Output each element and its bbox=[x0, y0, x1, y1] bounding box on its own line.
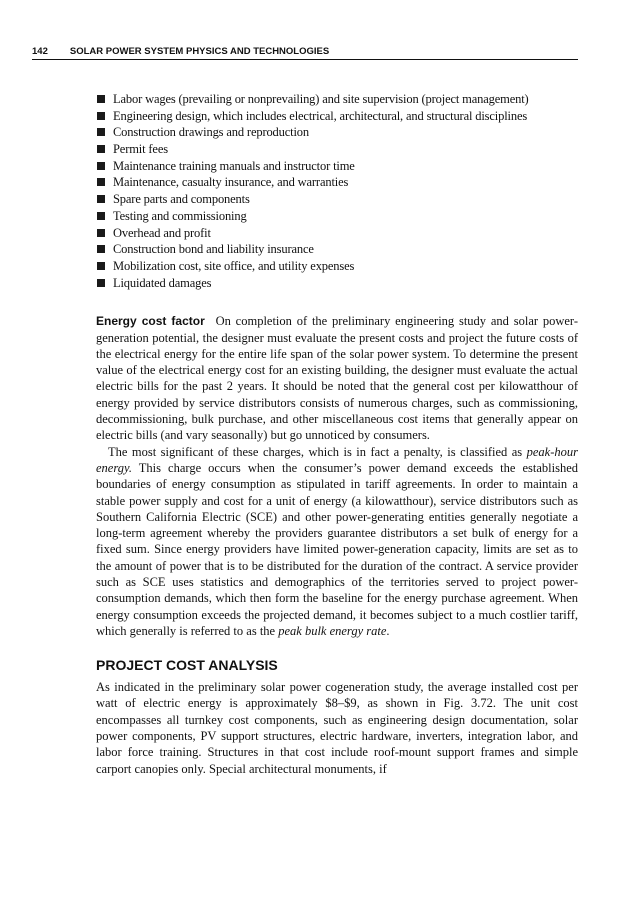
bullet-icon bbox=[97, 95, 105, 103]
bullet-icon bbox=[97, 195, 105, 203]
page-number: 142 bbox=[32, 46, 48, 57]
peak-bulk-energy-rate-term: peak bulk energy rate bbox=[278, 623, 387, 638]
list-item: Maintenance training manuals and instructor time bbox=[96, 158, 578, 175]
running-title: SOLAR POWER SYSTEM PHYSICS AND TECHNOLOGIES bbox=[69, 46, 330, 57]
list-item: Construction bond and liability insurance bbox=[96, 241, 578, 258]
bullet-icon bbox=[97, 212, 105, 220]
bullet-icon bbox=[97, 145, 105, 153]
energy-cost-paragraph-2: The most significant of these charges, which is in fact a penalty, is classified as peak-hour energy. This charge occurs when the consumer’s power demand exceeds the established boundaries of energy consumption as stipulated in tariff agreements. In order to maintain a stable power supply and cost for a unit of energy (a kilowatthour), service distributors such as Southern California Electric (SCE) and other power-generating entities generally negotiate a long-term agreement whereby the providers guarantee distributors a set bulk of energy for a fixed sum. Since energy providers have limited power-generation capacity, limits are set as to the amount of power that is to be distributed for the duration of the contract. A service provider such as SCE uses statistics and demographics of the territories served to project power-consumption demands, which then form the baseline for the energy purchase agreement. When energy consumption exceeds the projected demand, it becomes subject to a much costlier tariff, which generally is referred to as the peak bulk energy rate. bbox=[96, 444, 578, 638]
peak-hour-energy-term: peak-hour energy. bbox=[96, 444, 578, 475]
bullet-icon bbox=[97, 262, 105, 270]
running-header bbox=[32, 46, 578, 60]
list-item: Engineering design, which includes electrical, architectural, and structural disciplines bbox=[96, 108, 578, 125]
list-item: Permit fees bbox=[96, 141, 578, 158]
energy-cost-paragraph-1: Energy cost factor On completion of the preliminary engineering study and solar power-generation potential, the designer must evaluate the present costs and project the future costs of the electrical energy for the entire life span of the solar power system. To determine the present value of the electrical energy cost for an existing building, the designer must evaluate the actual electric bills for the past 2 years. It should be noted that the general cost per kilowatthour of energy provided by service distributors consists of numerous charges, such as commissioning, decommissioning, bulk purchase, and other miscellaneous cost items that generally appear on electric bills (and vary seasonally) but go unnoticed by consumers. bbox=[96, 314, 579, 443]
bullet-icon bbox=[97, 128, 105, 136]
bullet-icon bbox=[97, 279, 105, 287]
list-item: Mobilization cost, site office, and utility expenses bbox=[96, 258, 578, 275]
cost-items-list bbox=[96, 91, 578, 291]
list-item: Testing and commissioning bbox=[96, 208, 578, 225]
list-item: Labor wages (prevailing or nonprevailing) and site supervision (project management) bbox=[96, 91, 578, 108]
section-heading: PROJECT COST ANALYSIS bbox=[96, 657, 278, 674]
list-item: Overhead and profit bbox=[96, 225, 578, 242]
body-text bbox=[96, 91, 578, 777]
bullet-icon bbox=[97, 162, 105, 170]
list-item: Construction drawings and reproduction bbox=[96, 124, 578, 141]
bullet-icon bbox=[97, 112, 105, 120]
bullet-icon bbox=[97, 245, 105, 253]
energy-cost-heading: Energy cost factor bbox=[96, 314, 205, 329]
list-item: Maintenance, casualty insurance, and warranties bbox=[96, 174, 578, 191]
bullet-icon bbox=[97, 178, 105, 186]
bullet-icon bbox=[97, 229, 105, 237]
project-cost-paragraph: As indicated in the preliminary solar power cogeneration study, the average installed cost per watt of electric energy is approximately $8–$9, as shown in Fig. 3.72. The unit cost encompasses all turnkey cost components, such as engineering design documentation, solar power components, PV support structures, electric hardware, inverters, integration labor, and labor force training. Structures in that cost include roof-mount support frames and simple carport canopies only. Special architectural monuments, if bbox=[96, 680, 578, 776]
list-item: Liquidated damages bbox=[96, 275, 578, 292]
list-item: Spare parts and components bbox=[96, 191, 578, 208]
